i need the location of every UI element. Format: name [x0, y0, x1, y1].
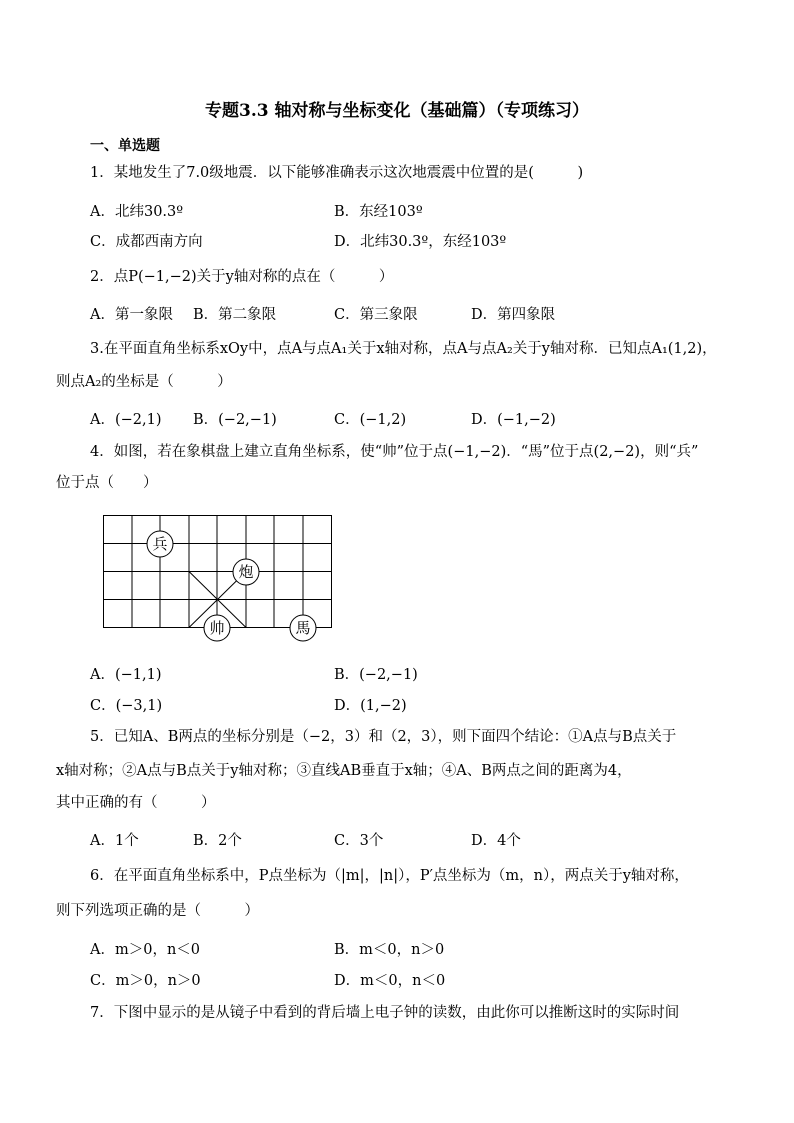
- section-heading: 一、单选题: [90, 138, 160, 154]
- q4-option-a: A．(−1,1): [90, 667, 162, 683]
- page-title: 专题3.3 轴对称与坐标变化（基础篇）（专项练习）: [205, 101, 589, 121]
- q3-option-b: B．(−2,−1): [193, 412, 277, 428]
- q3-option-c: C．(−1,2): [334, 412, 407, 428]
- piece-bing-label: 兵: [152, 535, 168, 553]
- piece-bing: [147, 531, 173, 557]
- q5-line1: 5．已知A、B两点的坐标分别是（−2，3）和（2，3），则下面四个结论：①A点与B点关于: [90, 729, 677, 745]
- q6-line1: 6．在平面直角坐标系中，P点坐标为（|m|，|n|），P′点坐标为（m，n），两点关于y轴对称，: [90, 868, 689, 884]
- q4-option-b: B．(−2,−1): [334, 667, 418, 683]
- q2-option-c: C．第三象限: [334, 307, 418, 323]
- q2-option-d: D．第四象限: [471, 307, 556, 323]
- q6-option-d: D．m＜0，n＜0: [334, 973, 446, 989]
- q2-stem: 2．点P(−1,−2)关于y轴对称的点在（ ）: [90, 269, 394, 285]
- piece-ma-label: 馬: [295, 619, 311, 637]
- q5-line2: x轴对称；②A点与B点关于y轴对称；③直线AB垂直于x轴；④A、B两点之间的距离为4，: [56, 763, 632, 779]
- q3-option-a: A．(−2,1): [90, 412, 162, 428]
- chessboard-grid: [104, 516, 332, 628]
- piece-ma: [290, 615, 316, 641]
- chessboard-figure: [103, 515, 335, 643]
- q3-option-d: D．(−1,−2): [471, 412, 556, 428]
- q3-line2: 则点A₂的坐标是（ ）: [56, 374, 232, 390]
- q3-line1: 3.在平面直角坐标系xOy中，点A与点A₁关于x轴对称，点A与点A₂关于y轴对称．已知点A₁(1,2)，: [90, 341, 717, 357]
- q7-line1: 7．下图中显示的是从镜子中看到的背后墙上电子钟的读数，由此你可以推断这时的实际时间: [90, 1005, 680, 1021]
- q4-line1: 4．如图，若在象棋盘上建立直角坐标系，使“帅”位于点(−1,−2)．“馬”位于点(2,−2)，则“兵”: [90, 444, 699, 460]
- q1-option-d: D．北纬30.3º，东经103º: [334, 234, 507, 250]
- q6-option-b: B．m＜0，n＞0: [334, 942, 445, 958]
- q5-option-b: B．2个: [193, 833, 242, 849]
- q4-option-c: C．(−3,1): [90, 698, 163, 714]
- q6-option-c: C．m＞0，n＞0: [90, 973, 201, 989]
- q6-option-a: A．m＞0，n＜0: [90, 942, 201, 958]
- q1-option-b: B．东经103º: [334, 204, 423, 220]
- q1-stem: 1．某地发生了7.0级地震．以下能够准确表示这次地震震中位置的是( ): [90, 165, 584, 181]
- q1-option-a: A．北纬30.3º: [90, 204, 184, 220]
- q4-line2: 位于点（ ）: [56, 475, 158, 491]
- q6-line2: 则下列选项正确的是（ ）: [56, 903, 259, 919]
- q5-line3: 其中正确的有（ ）: [56, 795, 216, 811]
- piece-shuai: [204, 615, 230, 641]
- q5-option-c: C．3个: [334, 833, 384, 849]
- q2-option-a: A．第一象限: [90, 307, 173, 323]
- q5-option-a: A．1个: [90, 833, 139, 849]
- q5-option-d: D．4个: [471, 833, 521, 849]
- piece-pao-label: 炮: [238, 563, 254, 581]
- piece-pao: [233, 559, 259, 585]
- q4-option-d: D．(1,−2): [334, 698, 407, 714]
- q1-option-c: C．成都西南方向: [90, 234, 203, 250]
- q2-option-b: B．第二象限: [193, 307, 277, 323]
- piece-shuai-label: 帅: [209, 619, 225, 637]
